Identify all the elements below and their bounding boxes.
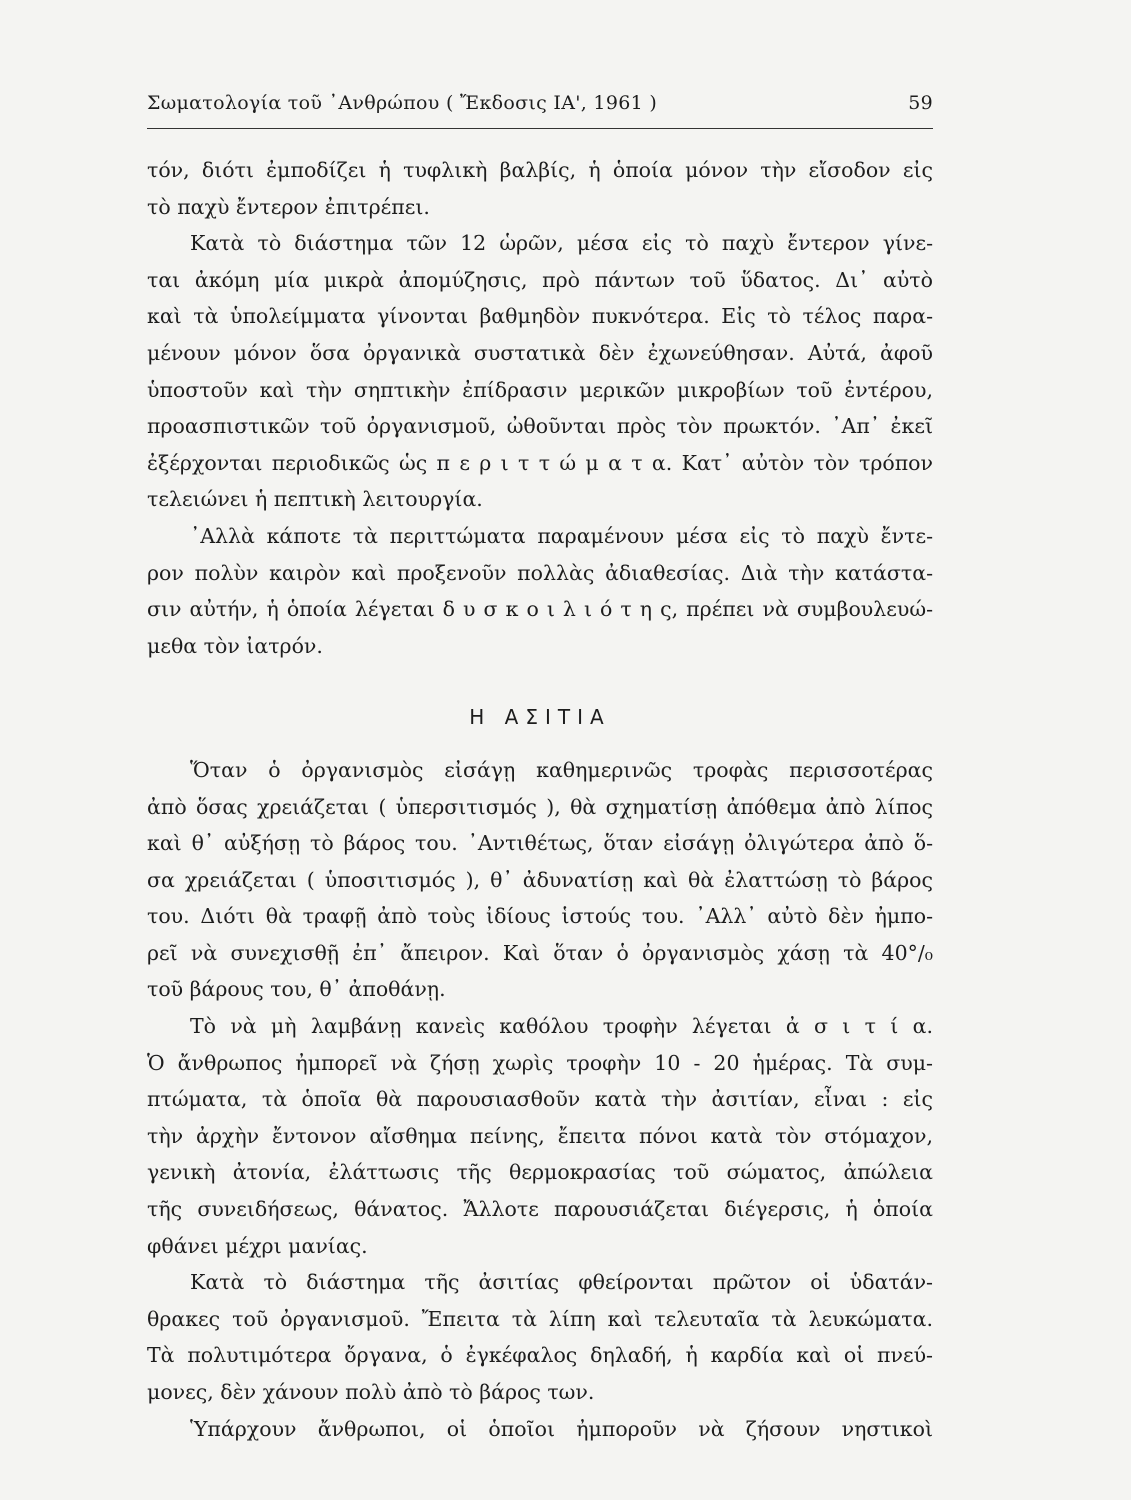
text-line: τῆς συνειδήσεως, θάνατος. Ἄλλοτε παρουσιάζεται διέγερσις, ἡ ὁποία — [147, 1197, 933, 1222]
text-line: μένουν μόνον ὅσα ὀργανικὰ συστατικὰ δὲν ἐχωνεύθησαν. Αὐτά, ἀφοῦ — [147, 340, 933, 365]
text-line: τὴν ἀρχὴν ἔντονον αἴσθημα πείνης, ἔπειτα πόνοι κατὰ τὸν στόμαχον, — [147, 1123, 933, 1148]
text-line: Κατὰ τὸ διάστημα τῶν 12 ὡρῶν, μέσα εἰς τὸ παχὺ ἔντερον γίνε- — [190, 231, 933, 256]
text-line: τοῦ βάρους του, θ᾿ ἀποθάνῃ. — [147, 977, 446, 1002]
text-line: ᾿Αλλὰ κάποτε τὰ περιττώματα παραμένουν μέσα εἰς τὸ παχὺ ἔντε- — [190, 523, 933, 548]
text-line: Τὰ πολυτιμότερα ὄργανα, ὁ ἐγκέφαλος δηλαδή, ἡ καρδία καὶ οἱ πνεύ- — [147, 1343, 933, 1368]
text-line: του. Διότι θὰ τραφῇ ἀπὸ τοὺς ἰδίους ἱστούς του. ᾿Αλλ᾿ αὐτὸ δὲν ἠμπο- — [147, 904, 933, 929]
text-line: σα χρειάζεται ( ὑποσιτισμός ), θ᾿ ἀδυνατίσῃ καὶ θὰ ἐλαττώσῃ τὸ βάρος — [147, 867, 933, 892]
text-line: μονες, δὲν χάνουν πολὺ ἀπὸ τὸ βάρος των. — [147, 1380, 595, 1404]
text-line: ἐξέρχονται περιοδικῶς ὡς π ε ρ ι τ τ ώ μ α τ α. Κατ᾿ αὐτὸν τὸν τρόπον — [147, 450, 933, 475]
text-line: τὸ παχὺ ἔντερον ἐπιτρέπει. — [147, 194, 430, 219]
text-line: ρον πολὺν καιρὸν καὶ προξενοῦν πολλὰς ἀδιαθεσίας. Διὰ τὴν κατάστα- — [147, 560, 933, 585]
page-number: 59 — [908, 92, 933, 114]
running-head-title: Σωματολογία τοῦ ᾿Ανθρώπου ( Ἔκδοσις ΙΑ', 1961 ) — [147, 92, 658, 114]
text-line: Ὅταν ὁ ὀργανισμὸς εἰσάγῃ καθημερινῶς τροφὰς περισσοτέρας — [190, 757, 933, 782]
text-line: ὑποστοῦν καὶ τὴν σηπτικὴν ἐπίδρασιν μερικῶν μικροβίων τοῦ ἐντέρου, — [147, 377, 933, 402]
text-line: καὶ θ᾿ αὐξήσῃ τὸ βάρος του. ᾿Αντιθέτως, ὅταν εἰσάγῃ ὀλιγώτερα ἀπὸ ὅ- — [147, 831, 933, 856]
text-line: πτώματα, τὰ ὁποῖα θὰ παρουσιασθοῦν κατὰ τὴν ἀσιτίαν, εἶναι : εἰς — [147, 1087, 933, 1112]
section-gap — [147, 736, 933, 752]
section-gap — [147, 664, 933, 699]
header-rule — [147, 128, 933, 129]
text-line: Ὁ ἄνθρωπος ἠμπορεῖ νὰ ζήσῃ χωρὶς τροφὴν 10 - 20 ἡμέρας. Τὰ συμ- — [147, 1050, 933, 1075]
text-line: ρεῖ νὰ συνεχισθῇ ἐπ᾿ ἄπειρον. Καὶ ὅταν ὁ ὀργανισμὸς χάσῃ τὰ 40°/₀ — [147, 940, 933, 965]
text-line: φθάνει μέχρι μανίας. — [147, 1233, 368, 1258]
text-line: Ὑπάρχουν ἄνθρωποι, οἱ ὁποῖοι ἠμποροῦν νὰ ζήσουν νηστικοὶ — [190, 1416, 933, 1441]
text-line: σιν αὐτήν, ἡ ὁποία λέγεται δ υ σ κ ο ι λ ι ό τ η ς, πρέπει νὰ συμβουλευώ- — [147, 597, 933, 622]
text-line: Τὸ νὰ μὴ λαμβάνῃ κανεὶς καθόλου τροφὴν λέγεται ἀ σ ι τ ί α. — [190, 1014, 933, 1039]
text-line: θρακες τοῦ ὀργανισμοῦ. Ἔπειτα τὰ λίπη καὶ τελευταῖα τὰ λευκώματα. — [147, 1306, 933, 1331]
text-line: καὶ τὰ ὑπολείμματα γίνονται βαθμηδὸν πυκνότερα. Εἰς τὸ τέλος παρα- — [147, 304, 933, 329]
body-text — [147, 152, 933, 1447]
text-line: τελειώνει ἡ πεπτικὴ λειτουργία. — [147, 487, 483, 512]
text-line: μεθα τὸν ἰατρόν. — [147, 633, 323, 658]
running-head — [147, 92, 933, 114]
text-line: γενικὴ ἀτονία, ἐλάττωσις τῆς θερμοκρασίας τοῦ σώματος, ἀπώλεια — [147, 1160, 933, 1185]
text-line: Κατὰ τὸ διάστημα τῆς ἀσιτίας φθείρονται πρῶτον οἱ ὑδατάν- — [190, 1270, 933, 1295]
text-line: τόν, διότι ἐμποδίζει ἡ τυφλικὴ βαλβίς, ἡ ὁποία μόνον τὴν εἴσοδον εἰς — [147, 158, 933, 182]
text-line: ται ἀκόμη μία μικρὰ ἀπομύζησις, πρὸ πάντων τοῦ ὕδατος. Δι᾿ αὐτὸ — [147, 267, 933, 292]
text-line: προασπιστικῶν τοῦ ὀργανισμοῦ, ὠθοῦνται πρὸς τὸν πρωκτόν. ᾿Απ᾿ ἐκεῖ — [147, 414, 933, 439]
section-title: Η ΑΣΙΤΙΑ — [469, 705, 611, 730]
text-line: ἀπὸ ὅσας χρειάζεται ( ὑπερσιτισμός ), θὰ σχηματίσῃ ἀπόθεμα ἀπὸ λίπος — [147, 794, 933, 819]
